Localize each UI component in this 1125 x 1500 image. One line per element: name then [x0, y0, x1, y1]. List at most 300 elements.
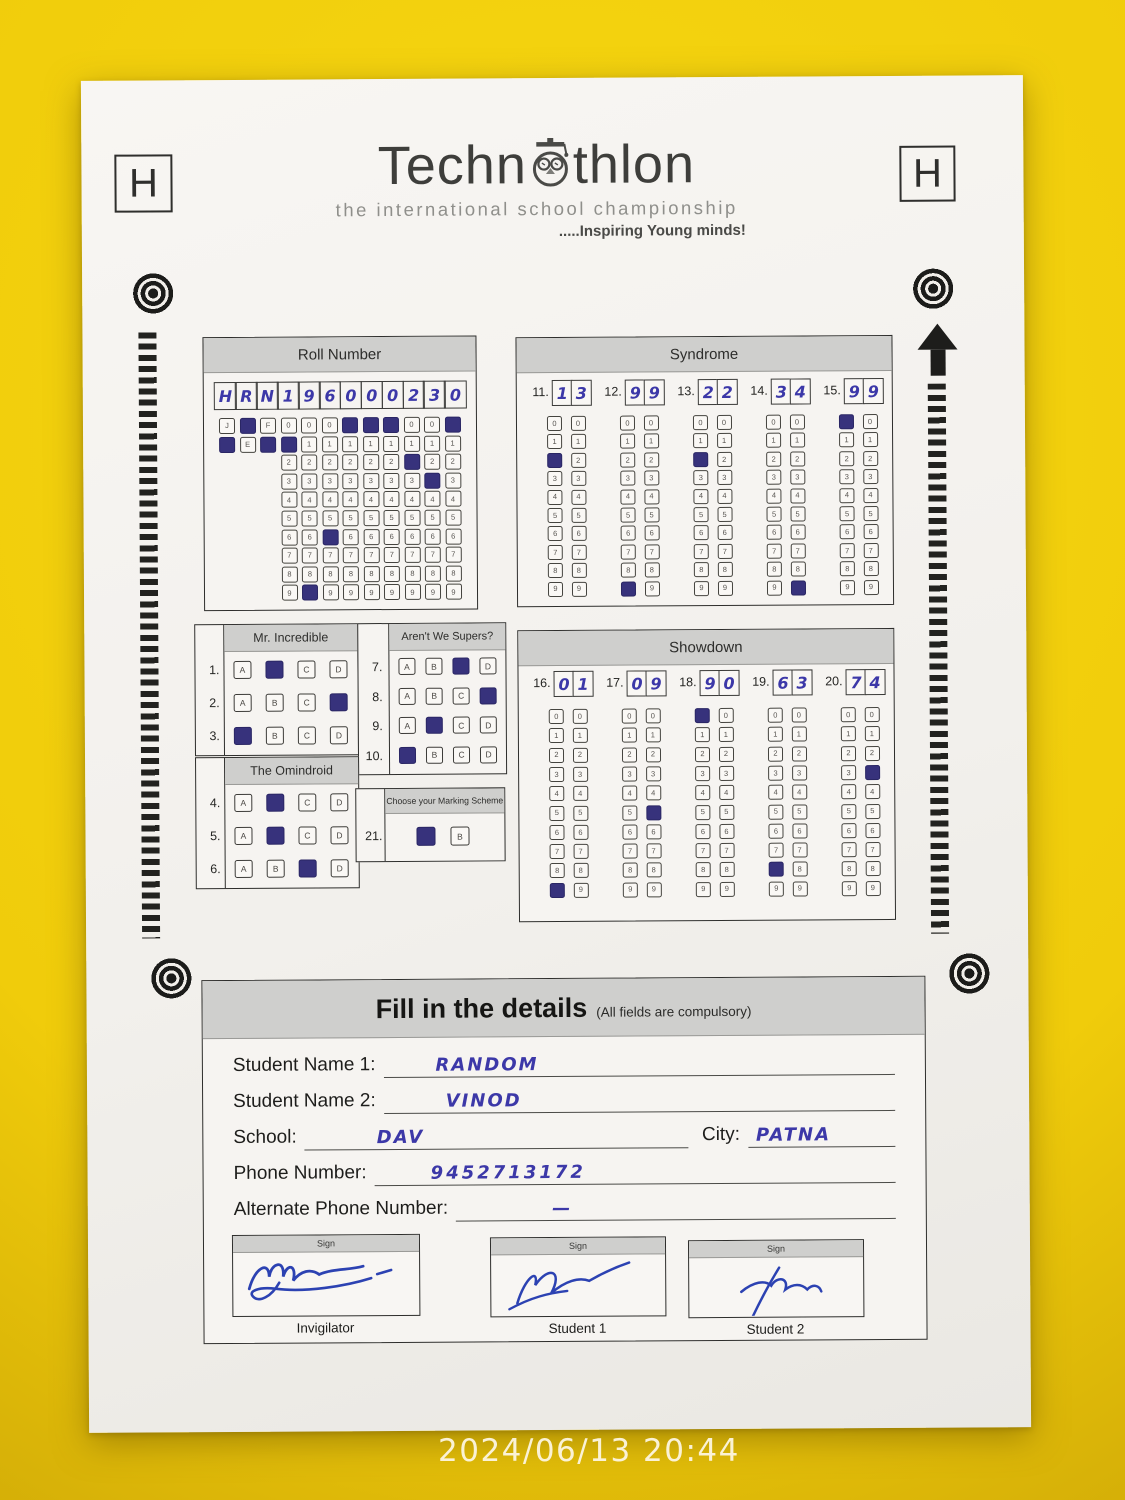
roll-bubble: 7	[322, 548, 338, 564]
written-answer-digit: 1	[556, 383, 568, 403]
answer-bubble: 3	[693, 470, 708, 485]
answer-bubble-filled	[693, 452, 708, 467]
timing-marks-right	[928, 384, 949, 934]
answer-bubble: 7	[694, 544, 709, 559]
answer-bubble: 0	[864, 707, 879, 722]
roll-bubble: 3	[445, 472, 461, 488]
corner-letter-box-left	[114, 154, 172, 212]
answer-bubble: 4	[719, 785, 734, 800]
omindroid-section	[195, 756, 360, 889]
city-value: PATNA	[755, 1124, 832, 1146]
roll-bubble: 9	[343, 585, 359, 601]
answer-bubble: 9	[719, 882, 734, 897]
roll-bubble: 8	[425, 565, 441, 581]
answer-bubble: 1	[841, 726, 856, 741]
roll-bubble: 6	[281, 529, 297, 545]
roll-written-char: 0	[366, 385, 378, 405]
written-answer-digit: 0	[631, 673, 643, 694]
answer-bubble: 8	[863, 561, 878, 576]
answer-bubble: 4	[863, 488, 878, 503]
answer-bubble: 6	[792, 823, 807, 838]
answer-bubble: 5	[620, 508, 635, 523]
question-number: 3.	[209, 729, 220, 744]
roll-bubble: 5	[322, 510, 338, 526]
roll-bubble: 4	[322, 492, 338, 508]
written-answer-box	[863, 378, 884, 404]
answer-bubble: 6	[644, 526, 659, 541]
roll-bubble: 3	[301, 473, 317, 489]
answer-bubble: 9	[694, 581, 709, 596]
roll-bubble: 2	[281, 455, 297, 471]
registration-mark-icon	[910, 266, 956, 312]
answer-bubble: 8	[842, 862, 857, 877]
option-bubble: D	[480, 746, 497, 763]
roll-number-section	[202, 335, 478, 611]
roll-written-char: H	[218, 386, 233, 406]
timing-marks-left	[138, 332, 160, 938]
showdown-header	[518, 629, 893, 666]
answer-bubble: 6	[549, 825, 564, 840]
answer-bubble: 5	[573, 805, 588, 820]
answer-bubble: 7	[790, 543, 805, 558]
roll-bubble-filled	[302, 585, 318, 601]
answer-bubble: 7	[573, 844, 588, 859]
sign-label: Sign	[766, 1243, 786, 1254]
roll-bubble: 2	[301, 455, 317, 471]
answer-bubble: 9	[548, 582, 563, 597]
answer-bubble: 7	[571, 545, 586, 560]
answer-bubble: 2	[768, 746, 783, 761]
question-number: 6.	[210, 862, 221, 877]
roll-bubble: 6	[404, 528, 420, 544]
option-bubble: C	[298, 693, 316, 711]
roll-bubble: 5	[404, 510, 420, 526]
answer-bubble: 3	[571, 471, 586, 486]
answer-bubble: 3	[573, 767, 588, 782]
answer-bubble: 4	[549, 786, 564, 801]
roll-bubble: 4	[404, 491, 420, 507]
logo-subtitle: the international school championship	[335, 196, 738, 221]
sign-box-header	[689, 1240, 863, 1258]
answer-bubble: 5	[768, 804, 783, 819]
city-field	[748, 1124, 896, 1148]
roll-bubble-filled	[281, 436, 297, 452]
roll-bubble: 6	[425, 528, 441, 544]
answer-bubble: 5	[865, 804, 880, 819]
roll-bubble: 3	[342, 473, 358, 489]
written-answer-digit: 1	[577, 674, 589, 694]
answer-bubble-filled	[865, 765, 880, 780]
corner-letter: H	[128, 160, 159, 206]
answer-bubble: 8	[573, 863, 588, 878]
roll-number-title: Roll Number	[297, 345, 382, 364]
answer-bubble: 0	[622, 709, 637, 724]
option-bubble: C	[298, 826, 316, 844]
roll-written-char: 3	[428, 385, 441, 405]
student-name-2-row	[233, 1087, 895, 1115]
roll-bubble: E	[240, 436, 256, 452]
answer-bubble: 5	[717, 507, 732, 522]
option-bubble: B	[426, 687, 443, 704]
roll-bubble: 2	[322, 455, 338, 471]
answer-bubble: 6	[694, 525, 709, 540]
city-label: City:	[701, 1123, 741, 1146]
roll-bubble: 6	[384, 529, 400, 545]
student2-signature	[689, 1257, 861, 1316]
option-bubble: D	[331, 859, 349, 877]
answer-bubble: 2	[841, 746, 856, 761]
roll-bubble: 7	[363, 547, 379, 563]
written-answer-box	[644, 379, 665, 405]
answer-bubble: 8	[694, 562, 709, 577]
roll-bubble: 2	[342, 454, 358, 470]
answer-bubble: 9	[717, 581, 732, 596]
question-number: 9.	[372, 719, 383, 734]
answer-bubble: 0	[645, 708, 660, 723]
answer-bubble: 7	[644, 544, 659, 559]
written-answer-box	[771, 379, 792, 405]
roll-written-char: R	[240, 386, 253, 406]
answer-bubble: 7	[548, 545, 563, 560]
details-header	[202, 977, 924, 1039]
question-number: 7.	[371, 660, 383, 675]
answer-bubble: 7	[840, 543, 855, 558]
answer-bubble: 2	[863, 451, 878, 466]
answer-bubble: 1	[768, 727, 783, 742]
invigilator-label: Invigilator	[296, 1320, 355, 1336]
roll-bubble: 5	[281, 511, 297, 527]
answer-bubble: 2	[791, 746, 806, 761]
answer-bubble: 6	[719, 824, 734, 839]
answer-bubble: 9	[792, 881, 807, 896]
option-bubble: C	[298, 726, 316, 744]
question-number: 12.	[604, 384, 622, 399]
student1-signature	[491, 1254, 663, 1315]
roll-written-char: 0	[387, 385, 399, 405]
answer-bubble: 1	[572, 728, 587, 743]
answer-bubble: 1	[717, 433, 732, 448]
written-answer-digit: 7	[850, 672, 862, 692]
answer-bubble: 2	[644, 452, 659, 467]
roll-bubble: 5	[384, 510, 400, 526]
answer-bubble: 1	[622, 728, 637, 743]
answer-bubble: 7	[719, 843, 734, 858]
alt-phone-row	[234, 1195, 896, 1223]
school-value: DAV	[376, 1126, 425, 1149]
option-bubble-filled	[266, 794, 284, 812]
roll-bubble: 6	[445, 528, 461, 544]
alt-phone-label: Alternate Phone Number:	[233, 1197, 449, 1220]
student-name-1-field	[383, 1052, 895, 1078]
option-bubble-filled	[416, 827, 435, 846]
option-bubble: A	[233, 661, 251, 679]
roll-bubble: 0	[301, 417, 317, 433]
syndrome-section	[515, 335, 894, 607]
answer-bubble: 0	[620, 416, 635, 431]
question-number: 20.	[825, 674, 843, 689]
question-number: 15.	[823, 383, 841, 398]
question-number: 13.	[677, 384, 695, 399]
question-number: 21.	[365, 829, 383, 844]
answer-bubble: 2	[695, 747, 710, 762]
answer-bubble: 4	[547, 490, 562, 505]
answer-bubble: 3	[717, 470, 732, 485]
answer-bubble: 4	[792, 785, 807, 800]
answer-bubble: 8	[719, 862, 734, 877]
written-answer-digit: 6	[777, 673, 789, 693]
answer-bubble: 1	[695, 727, 710, 742]
written-answer-box	[791, 669, 812, 695]
answer-bubble: 1	[693, 433, 708, 448]
logo-text-pre: Techn	[377, 135, 528, 197]
roll-bubble: 4	[383, 491, 399, 507]
answer-bubble: 2	[645, 747, 660, 762]
roll-bubble: 9	[363, 584, 379, 600]
roll-written-char: 1	[282, 386, 294, 406]
answer-bubble: 3	[768, 766, 783, 781]
written-answer-box	[572, 671, 593, 697]
answer-bubble: 8	[767, 562, 782, 577]
roll-bubble: 5	[425, 510, 441, 526]
invigilator-sign-box	[232, 1234, 420, 1317]
answer-bubble: 4	[571, 489, 586, 504]
answer-bubble: 2	[718, 747, 733, 762]
phone-row	[233, 1159, 895, 1187]
question-number: 5.	[210, 829, 221, 844]
roll-bubble: 3	[322, 473, 338, 489]
answer-bubble: 0	[716, 415, 731, 430]
roll-bubble: 9	[322, 585, 338, 601]
roll-bubble: F	[260, 418, 276, 434]
written-answer-digit: 3	[775, 382, 787, 402]
roll-bubble: 8	[404, 566, 420, 582]
answer-bubble: 1	[839, 433, 854, 448]
answer-bubble: 9	[644, 581, 659, 596]
phone-label: Phone Number:	[233, 1162, 367, 1184]
option-bubble: A	[235, 860, 253, 878]
question-number: 19.	[752, 674, 770, 689]
option-bubble: B	[450, 827, 469, 846]
corner-letter: H	[912, 151, 943, 196]
roll-bubble-filled	[424, 472, 440, 488]
written-answer-digit: 0	[558, 674, 570, 694]
option-bubble-filled	[426, 717, 443, 734]
answer-bubble: 6	[571, 526, 586, 541]
answer-bubble: 2	[766, 451, 781, 466]
answer-bubble: 0	[643, 415, 658, 430]
logo-text-post: thlon	[572, 134, 696, 195]
option-bubble: B	[266, 727, 284, 745]
roll-bubble: 1	[404, 435, 420, 451]
option-bubble-filled	[265, 661, 283, 679]
answer-bubble-filled	[790, 580, 805, 595]
written-answer-box	[790, 378, 811, 404]
answer-bubble: 7	[646, 843, 661, 858]
answer-bubble: 7	[717, 544, 732, 559]
answer-bubble: 5	[622, 805, 637, 820]
student-name-2-value: VINOD	[445, 1090, 522, 1112]
option-bubble: D	[330, 826, 348, 844]
answer-bubble: 8	[790, 562, 805, 577]
answer-bubble: 9	[863, 580, 878, 595]
answer-bubble: 7	[842, 842, 857, 857]
roll-bubble: 3	[404, 473, 420, 489]
roll-bubble: 1	[322, 436, 338, 452]
answer-bubble: 5	[571, 508, 586, 523]
answer-bubble: 0	[766, 415, 781, 430]
written-answer-digit: 4	[869, 672, 881, 692]
written-answer-box	[626, 670, 647, 696]
answer-bubble: 5	[792, 804, 807, 819]
written-answer-digit: 2	[702, 382, 714, 402]
school-field	[305, 1125, 688, 1150]
details-note: (All fields are compulsory)	[596, 1003, 752, 1020]
option-bubble-filled	[480, 687, 497, 704]
option-bubble: A	[234, 794, 252, 812]
answer-bubble: 3	[790, 470, 805, 485]
answer-bubble: 5	[719, 804, 734, 819]
showdown-title: Showdown	[669, 638, 743, 656]
answer-bubble: 7	[550, 844, 565, 859]
answer-bubble-filled	[695, 708, 710, 723]
written-answer-digit: 3	[575, 383, 587, 403]
answer-bubble: 1	[620, 434, 635, 449]
answer-bubble: 1	[790, 433, 805, 448]
logo-wordmark	[321, 133, 751, 198]
roll-written-char: 9	[303, 385, 315, 406]
option-bubble-filled	[330, 693, 348, 711]
answer-bubble: 8	[571, 563, 586, 578]
answer-bubble: 6	[863, 524, 878, 539]
answer-bubble: 3	[841, 765, 856, 780]
sign-label: Sign	[316, 1238, 336, 1249]
option-bubble-filled	[399, 746, 416, 763]
roll-bubble: 8	[281, 566, 297, 582]
answer-bubble: 0	[718, 708, 733, 723]
roll-bubble-filled	[239, 418, 255, 434]
answer-bubble: 6	[767, 525, 782, 540]
arent-we-supers-title: Aren't We Supers?	[401, 630, 494, 643]
answer-bubble: 9	[696, 882, 711, 897]
roll-bubble: 5	[343, 510, 359, 526]
roll-bubble: 2	[383, 454, 399, 470]
registration-mark-icon	[130, 270, 176, 316]
alt-phone-value: —	[552, 1197, 573, 1220]
answer-bubble-filled	[646, 805, 661, 820]
answer-bubble: 2	[622, 747, 637, 762]
question-number: 16.	[533, 676, 551, 691]
roll-bubble: 7	[404, 547, 420, 563]
question-number: 14.	[750, 383, 768, 398]
roll-bubble: 9	[404, 584, 420, 600]
answer-bubble: 9	[623, 882, 638, 897]
answer-bubble: 4	[646, 786, 661, 801]
answer-bubble: 0	[547, 416, 562, 431]
answer-bubble: 9	[840, 580, 855, 595]
option-bubble: A	[234, 694, 252, 712]
roll-bubble: 1	[383, 436, 399, 452]
roll-bubble: 5	[302, 510, 318, 526]
answer-bubble: 3	[549, 767, 564, 782]
roll-written-char: 0	[449, 385, 462, 405]
answer-bubble: 0	[789, 414, 804, 429]
option-bubble: D	[330, 793, 348, 811]
written-answer-digit: 9	[650, 673, 662, 693]
student-name-1-value: RANDOM	[435, 1054, 539, 1076]
roll-bubble: 7	[425, 547, 441, 563]
roll-bubble: 5	[445, 510, 461, 526]
option-bubble: C	[298, 793, 316, 811]
roll-bubble: 6	[343, 529, 359, 545]
answer-bubble: 5	[644, 507, 659, 522]
answer-bubble: 9	[571, 581, 586, 596]
answer-bubble: 1	[645, 728, 660, 743]
answer-bubble: 5	[766, 507, 781, 522]
answer-bubble: 6	[840, 525, 855, 540]
roll-bubble: 0	[403, 417, 419, 433]
answer-bubble: 1	[549, 728, 564, 743]
answer-bubble: 1	[766, 433, 781, 448]
written-answer-box	[717, 379, 738, 405]
student1-sign-box	[490, 1236, 666, 1317]
roll-bubble: 8	[363, 566, 379, 582]
answer-bubble: 6	[841, 823, 856, 838]
up-arrow-icon	[917, 324, 957, 376]
answer-bubble: 3	[644, 471, 659, 486]
written-answer-box	[552, 380, 573, 406]
answer-bubble: 0	[572, 709, 587, 724]
option-bubble-filled	[299, 859, 317, 877]
written-answer-digit: 9	[629, 382, 641, 403]
answer-bubble: 7	[767, 543, 782, 558]
roll-bubble: 8	[343, 566, 359, 582]
student-name-2-label: Student Name 2:	[233, 1090, 376, 1112]
answer-bubble: 4	[622, 786, 637, 801]
answer-bubble: 4	[768, 785, 783, 800]
answer-bubble: 1	[547, 434, 562, 449]
roll-bubble: 4	[424, 491, 440, 507]
marking-scheme-header	[385, 788, 504, 814]
answer-bubble: 6	[695, 824, 710, 839]
answer-bubble: 4	[644, 489, 659, 504]
marking-scheme-title: Choose your Marking Scheme	[386, 795, 504, 807]
roll-bubble: 1	[342, 436, 358, 452]
answer-bubble: 7	[792, 843, 807, 858]
student1-label: Student 1	[548, 1320, 607, 1337]
school-city-row	[233, 1123, 895, 1151]
answer-bubble: 8	[717, 562, 732, 577]
answer-bubble: 5	[547, 508, 562, 523]
answer-bubble: 8	[548, 563, 563, 578]
sign-box-header	[233, 1235, 419, 1253]
answer-bubble: 0	[862, 414, 877, 429]
marking-scheme-section	[355, 787, 505, 862]
answer-bubble: 3	[646, 766, 661, 781]
registration-mark-icon	[148, 955, 194, 1001]
question-number: 8.	[372, 689, 383, 704]
question-number: 1.	[209, 663, 220, 678]
answer-bubble: 6	[622, 824, 637, 839]
written-answer-digit: 2	[721, 382, 733, 402]
syndrome-header	[516, 336, 891, 373]
student-name-2-field	[384, 1088, 896, 1114]
details-section	[201, 976, 927, 1344]
answer-bubble: 3	[620, 471, 635, 486]
answer-bubble: 4	[620, 489, 635, 504]
roll-bubble: 3	[363, 473, 379, 489]
roll-bubble: 6	[363, 529, 379, 545]
roll-bubble-filled	[404, 454, 420, 470]
